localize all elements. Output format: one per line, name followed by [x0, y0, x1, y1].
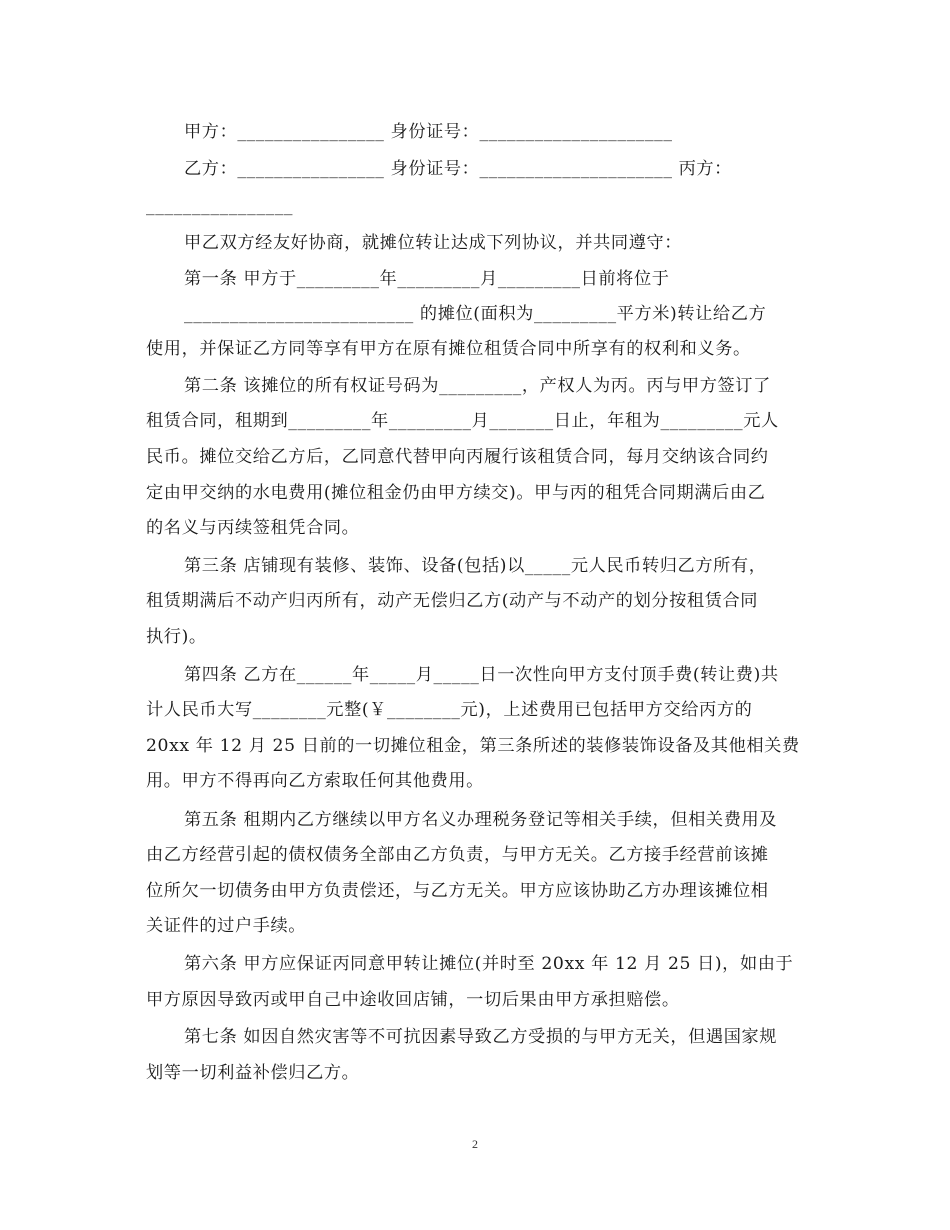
article-4-line-2: 计人民币大写________元整(￥________元)，上述费用已包括甲方交给丙方的 — [146, 700, 753, 720]
article-4-line-4: 用。甲方不得再向乙方索取任何其他费用。 — [146, 771, 484, 791]
article-1-line-3: 使用，并保证乙方同等享有甲方在原有摊位租赁合同中所享有的权利和义务。 — [146, 339, 751, 359]
article-2-line-4: 定由甲交纳的水电费用(摊位租金仍由甲方续交)。甲与丙的租凭合同期满后由乙 — [146, 483, 766, 503]
party-a-line: 甲方：________________ 身份证号：_____________________ — [184, 122, 673, 142]
page-number: 2 — [472, 1137, 478, 1151]
article-5-line-2: 由乙方经营引起的债权债务全部由乙方负责，与甲方无关。乙方接手经营前该摊 — [146, 845, 769, 865]
article-5-line-4: 关证件的过户手续。 — [146, 916, 307, 936]
article-3-line-2: 租赁期满后不动产归丙所有，动产无偿归乙方(动产与不动产的划分按租赁合同 — [146, 591, 759, 611]
article-4-line-1: 第四条 乙方在______年_____月_____日一次性向甲方支付顶手费(转让费)共 — [184, 665, 779, 685]
article-4-line-3: 20xx 年 12 月 25 日前的一切摊位租金，第三条所述的装修装饰设备及其他相关费 — [146, 736, 800, 756]
article-7-line-2: 划等一切利益补偿归乙方。 — [146, 1063, 360, 1083]
article-7-line-1: 第七条 如因自然灾害等不可抗因素导致乙方受损的与甲方无关，但遇国家规 — [184, 1027, 778, 1047]
article-1-line-2: _________________________ 的摊位(面积为_________平方米)转让给乙方 — [184, 304, 767, 324]
article-6-line-2: 甲方原因导致丙或甲自己中途收回店铺，一切后果由甲方承担赔偿。 — [146, 990, 680, 1010]
article-6-line-1: 第六条 甲方应保证丙同意甲转让摊位(并时至 20xx 年 12 月 25 日)，如由于 — [184, 954, 794, 974]
article-3-line-3: 执行)。 — [146, 627, 207, 647]
article-5-line-3: 位所欠一切债务由甲方负责偿还，与乙方无关。甲方应该协助乙方办理该摊位相 — [146, 881, 769, 901]
article-2-line-1: 第二条 该摊位的所有权证号码为_________，产权人为丙。丙与甲方签订了 — [184, 376, 771, 396]
preamble-line: 甲乙双方经友好协商，就摊位转让达成下列协议，并共同遵守： — [184, 233, 683, 253]
article-1-line-1: 第一条 甲方于_________年_________月_________日前将位于 — [184, 269, 670, 289]
article-2-line-3: 民币。摊位交给乙方后，乙同意代替甲向丙履行该租赁合同，每月交纳该合同约 — [146, 447, 769, 467]
article-3-line-1: 第三条 店铺现有装修、装饰、设备(包括)以_____元人民币转归乙方所有， — [184, 556, 767, 576]
article-2-line-5: 的名义与丙续签租凭合同。 — [146, 518, 360, 538]
article-2-line-2: 租赁合同，租期到_________年_________月_______日止，年租为_________元人 — [146, 411, 779, 431]
party-b-line: 乙方：________________ 身份证号：_____________________ 丙方： — [184, 159, 732, 179]
party-c-blank-line: ________________ — [146, 196, 294, 216]
article-5-line-1: 第五条 租期内乙方继续以甲方名义办理税务登记等相关手续，但相关费用及 — [184, 810, 778, 830]
